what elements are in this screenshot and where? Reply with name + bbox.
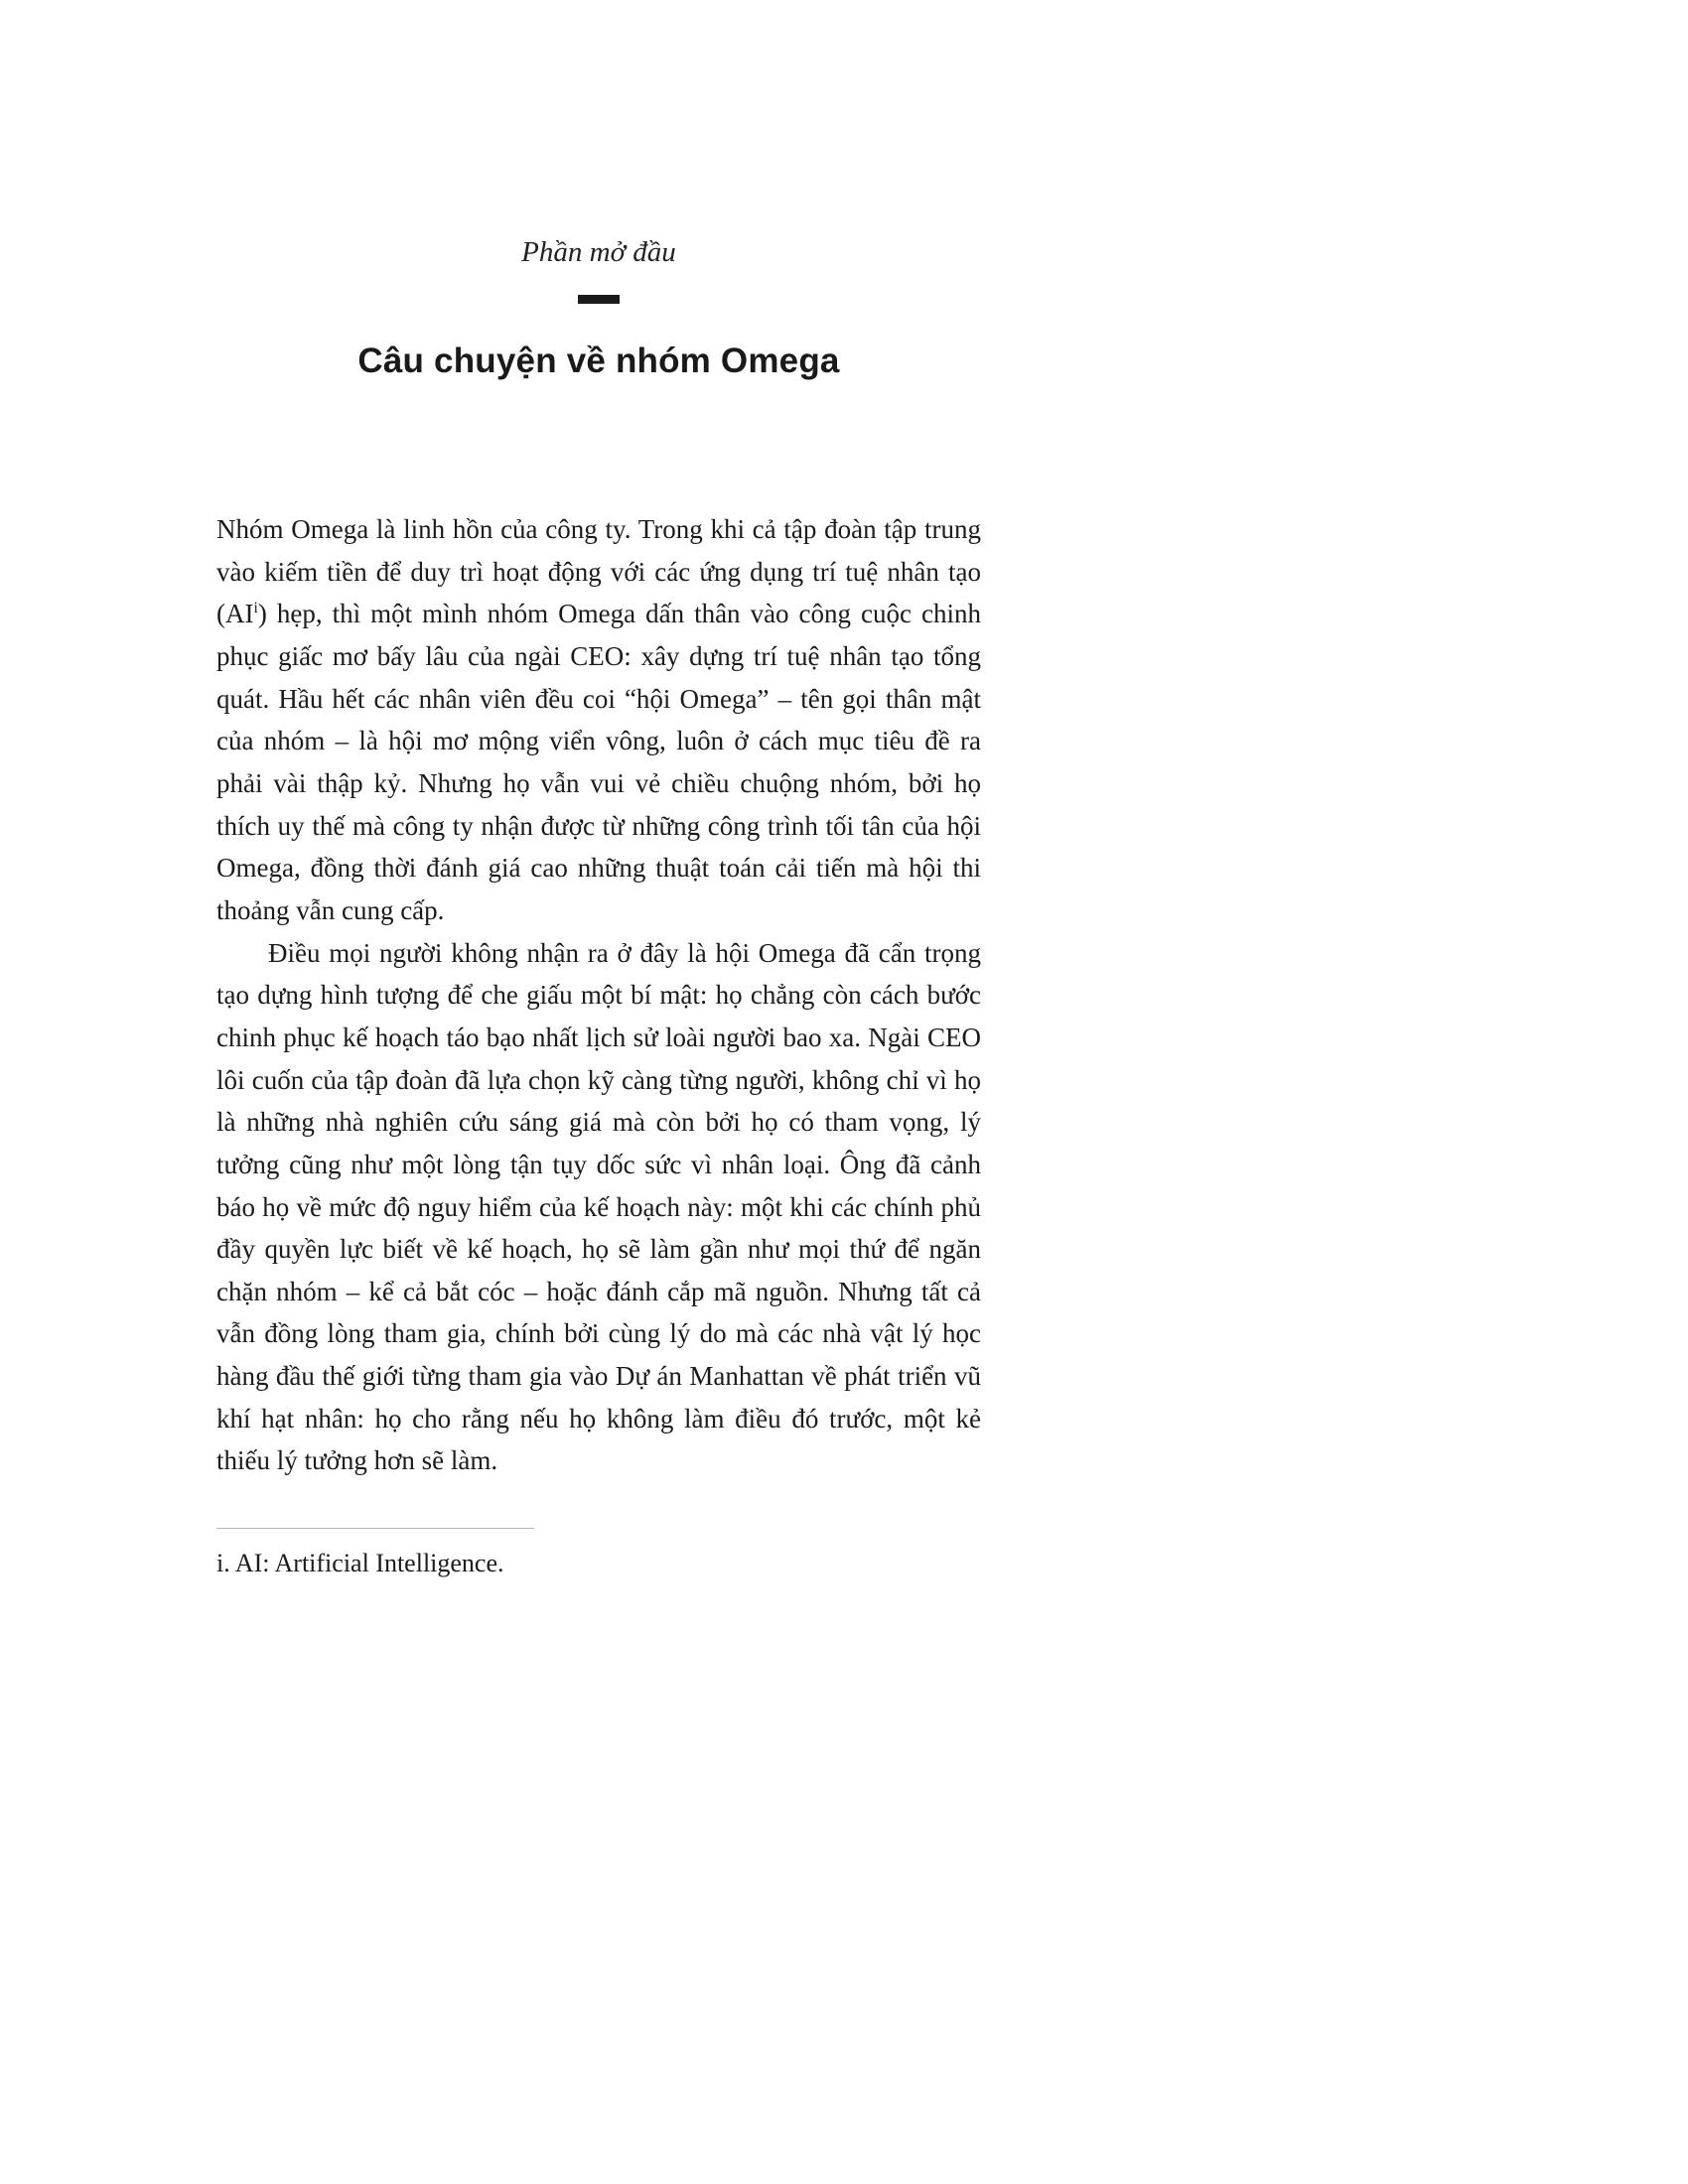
- footnote-text: i. AI: Artificial Intelligence.: [216, 1549, 504, 1578]
- paragraph-2: Điều mọi người không nhận ra ở đây là hội Omega đã cẩn trọng tạo dựng hình tượng để che giấu một bí mật: họ chẳng còn cách bước chinh phục kế hoạch táo bạo nhất lịch sử loài người bao xa. Ngài CEO lôi cuốn của tập đoàn đã lựa chọn kỹ càng từng người, không chỉ vì họ là những nhà nghiên cứu sáng giá mà còn bởi họ có tham vọng, lý tưởng cũng như một lòng tận tụy dốc sức vì nhân loại. Ông đã cảnh báo họ về mức độ nguy hiểm của kế hoạch này: một khi các chính phủ đầy quyền lực biết về kế hoạch, họ sẽ làm gần như mọi thứ để ngăn chặn nhóm – kể cả bắt cóc – hoặc đánh cắp mã nguồn. Nhưng tất cả vẫn đồng lòng tham gia, chính bởi cùng lý do mà các nhà vật lý học hàng đầu thế giới từng tham gia vào Dự án Manhattan về phát triển vũ khí hạt nhân: họ cho rằng nếu họ không làm điều đó trước, một kẻ thiếu lý tưởng hơn sẽ làm.: [216, 937, 981, 1476]
- paragraph-1: [216, 508, 981, 932]
- chapter-title: Câu chuyện về nhóm Omega: [357, 341, 840, 380]
- paragraph-1-text: Nhóm Omega là linh hồn của công ty. Trong khi cả tập đoàn tập trung vào kiếm tiền để duy trì hoạt động với các ứng dụng trí tuệ nhân tạo (AI: [216, 514, 981, 629]
- section-label: Phần mở đầu: [521, 236, 676, 268]
- footnote-marker: i: [253, 600, 258, 617]
- footnote-separator: [216, 1528, 534, 1529]
- decorative-rule: [578, 295, 620, 304]
- content-column: [216, 0, 981, 1578]
- paragraph-1-text-continued: ) hẹp, thì một mình nhóm Omega dấn thân vào công cuộc chinh phục giấc mơ bấy lâu của ngài CEO: xây dựng trí tuệ nhân tạo tổng quát. Hầu hết các nhân viên đều coi “hội Omega” – tên gọi thân mật của nhóm – là hội mơ mộng viển vông, luôn ở cách mục tiêu đề ra phải vài thập kỷ. Nhưng họ vẫn vui vẻ chiều chuộng nhóm, bởi họ thích uy thế mà công ty nhận được từ những công trình tối tân của hội Omega, đồng thời đánh giá cao những thuật toán cải tiến mà hội thi thoảng vẫn cung cấp.: [216, 599, 981, 925]
- body-text: [216, 508, 981, 1482]
